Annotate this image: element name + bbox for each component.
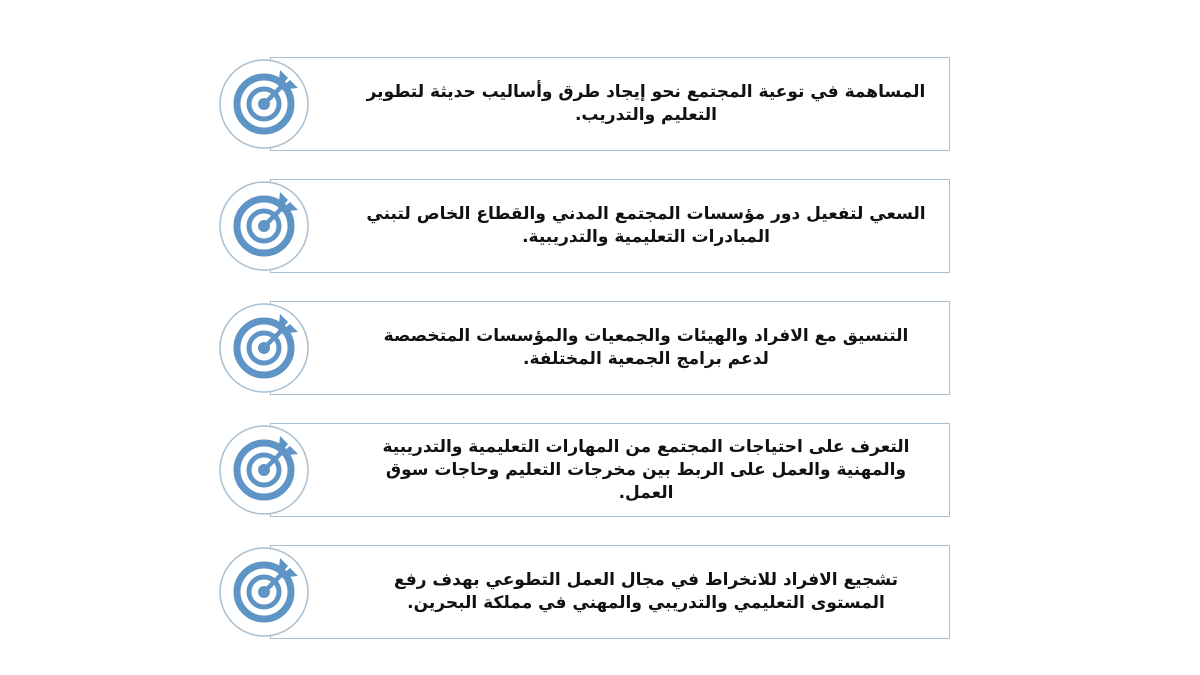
goals-list [218,57,953,642]
goal-text: السعي لتفعيل دور مؤسسات المجتمع المدني والقطاع الخاص لتبني المبادرات التعليمية والتدريبية. [366,204,926,247]
goal-text: تشجيع الافراد للانخراط في مجال العمل التطوعي بهدف رفع المستوى التعليمي والتدريبي والمهني في مملكة البحرين. [393,570,899,613]
goal-item-1 [218,57,953,153]
goal-box [270,301,950,395]
goal-item-4 [218,423,953,519]
goal-box [270,179,950,273]
target-arrow-icon [218,422,314,518]
target-arrow-icon [218,300,314,396]
goal-item-5 [218,545,953,641]
goal-item-2 [218,179,953,275]
goal-box [270,545,950,639]
target-arrow-icon [218,544,314,640]
goal-text: التنسيق مع الافراد والهيئات والجمعيات والمؤسسات المتخصصة لدعم برامج الجمعية المختلفة. [383,326,909,369]
goal-box [270,423,950,517]
goal-box [270,57,950,151]
goal-text: المساهمة في توعية المجتمع نحو إيجاد طرق وأساليب حديثة لتطوير التعليم والتدريب. [366,82,926,125]
target-arrow-icon [218,178,314,274]
goal-text: التعرف على احتياجات المجتمع من المهارات التعليمية والتدريبية والمهنية والعمل على الربط بين مخرجات التعليم وحاجات سوق العمل. [382,436,910,503]
goal-item-3 [218,301,953,397]
target-arrow-icon [218,56,314,152]
